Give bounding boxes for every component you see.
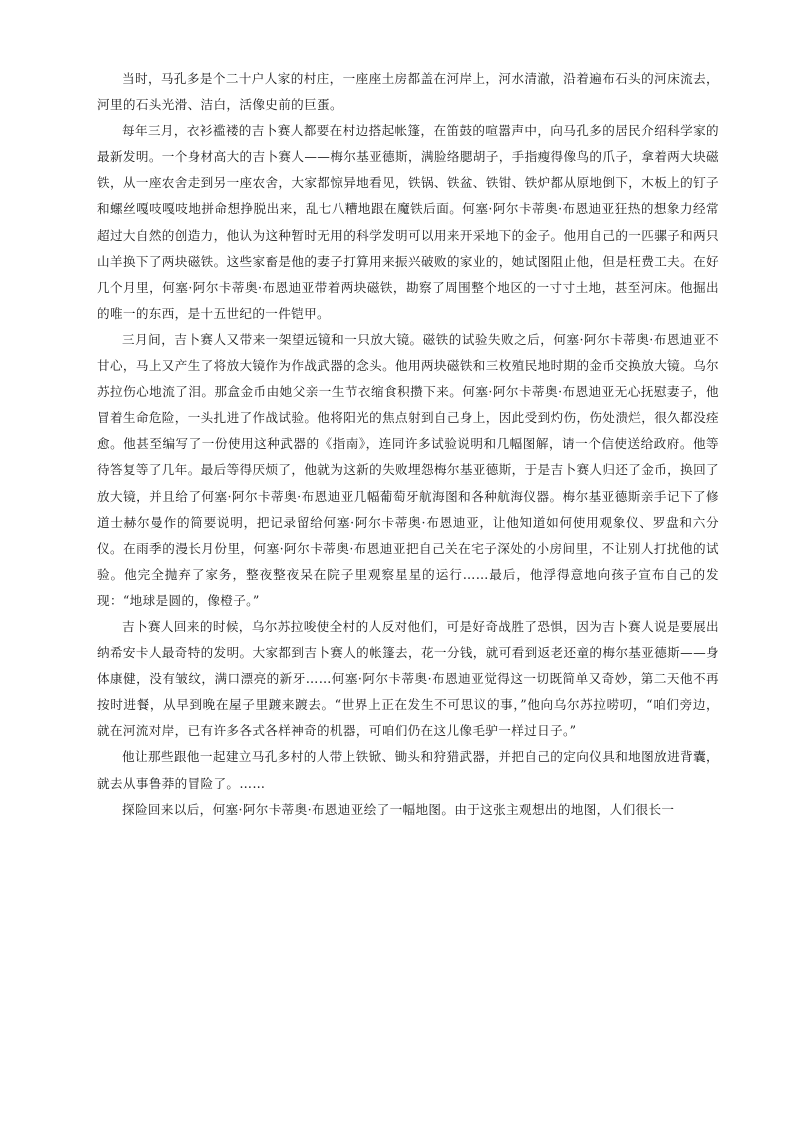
paragraph-1: 当时，马孔多是个二十户人家的村庄，一座座土房都盖在河岸上，河水清澈，沿着遍布石头的河床流去，河里的石头光滑、洁白，活像史前的巨蛋。 [97, 71, 719, 113]
paragraph-3: 三月间，吉卜赛人又带来一架望远镜和一只放大镜。磁铁的试验失败之后，何塞·阿尔卡蒂奥·布恩迪亚不甘心，马上又产生了将放大镜作为作战武器的念头。他用两块磁铁和三枚殖民地时期的金币交换放大镜。乌尔苏拉伤心地流了泪。那盒金币由她父亲一生节衣缩食积攒下来。何塞·阿尔卡蒂奥·布恩迪亚无心抚慰妻子，他冒着生命危险，一头扎进了作战试验。他将阳光的焦点射到自己身上，因此受到灼伤，伤处溃烂，很久都没痊愈。他甚至编写了一份使用这种武器的《指南》，连同许多试验说明和几幅图解，请一个信使送给政府。他等待答复等了几年。最后等得厌烦了，他就为这新的失败埋怨梅尔基亚德斯，于是吉卜赛人归还了金币，换回了放大镜，并且给了何塞·阿尔卡蒂奥·布恩迪亚几幅葡萄牙航海图和各种航海仪器。梅尔基亚德斯亲手记下了修道士赫尔曼作的简要说明，把记录留给何塞·阿尔卡蒂奥·布恩迪亚，让他知道如何使用观象仪、罗盘和六分仪。在雨季的漫长月份里，何塞·阿尔卡蒂奥·布恩迪亚把自己关在宅子深处的小房间里，不让别人打扰他的试验。他完全抛弃了家务，整夜整夜呆在院子里观察星星的运行……最后，他浮得意地向孩子宣布自己的发现：“地球是圆的，像橙子。” [97, 331, 719, 608]
paragraph-2: 每年三月，衣衫褴褛的吉卜赛人都要在村边搭起帐篷，在笛鼓的喧嚣声中，向马孔多的居民介绍科学家的最新发明。一个身材高大的吉卜赛人——梅尔基亚德斯，满脸络腮胡子，手指瘦得像鸟的爪子，拿着两大块磁铁，从一座农舍走到另一座农舍，大家都惊异地看见，铁锅、铁盆、铁钳、铁炉都从原地倒下，木板上的钉子和螺丝嘎吱嘎吱地拼命想挣脱出来，乱七八糟地跟在魔铁后面。何塞·阿尔卡蒂奥·布恩迪亚狂热的想象力经常超过大自然的创造力，他认为这种暂时无用的科学发明可以用来开采地下的金子。他用自己的一匹骡子和两只山羊换下了两块磁铁。这些家畜是他的妻子打算用来振兴破败的家业的，她试图阻止他，但是枉费工夫。在好几个月里，何塞·阿尔卡蒂奥·布恩迪亚带着两块磁铁，勘察了周围整个地区的一寸寸土地，甚至河床。他掘出的唯一的东西，是十五世纪的一件铠甲。 [97, 123, 719, 321]
paragraph-4: 吉卜赛人回来的时候，乌尔苏拉唆使全村的人反对他们，可是好奇战胜了恐惧，因为吉卜赛人说是要展出纳希安卡人最奇特的发明。大家都到吉卜赛人的帐篷去，花一分钱，就可看到返老还童的梅尔基亚德斯——身体康健，没有皱纹，满口漂亮的新牙……何塞·阿尔卡蒂奥·布恩迪亚觉得这一切既简单又奇妙，第二天他不再按时进餐，从早到晚在屋子里踱来踱去。“世界上正在发生不可思议的事，”他向乌尔苏拉唠叨，“咱们旁边，就在河流对岸，已有许多各式各样神奇的机器，可咱们仍在这儿像毛驴一样过日子。” [97, 618, 719, 739]
document-body [97, 66, 719, 823]
paragraph-6: 探险回来以后，何塞·阿尔卡蒂奥·布恩迪亚绘了一幅地图。由于这张主观想出的地图，人们很长一 [122, 801, 675, 817]
paragraph-5: 他让那些跟他一起建立马孔多村的人带上铁锨、锄头和狩猎武器，并把自己的定向仪具和地图放进背囊，就去从事鲁莽的冒险了。…… [97, 749, 719, 791]
